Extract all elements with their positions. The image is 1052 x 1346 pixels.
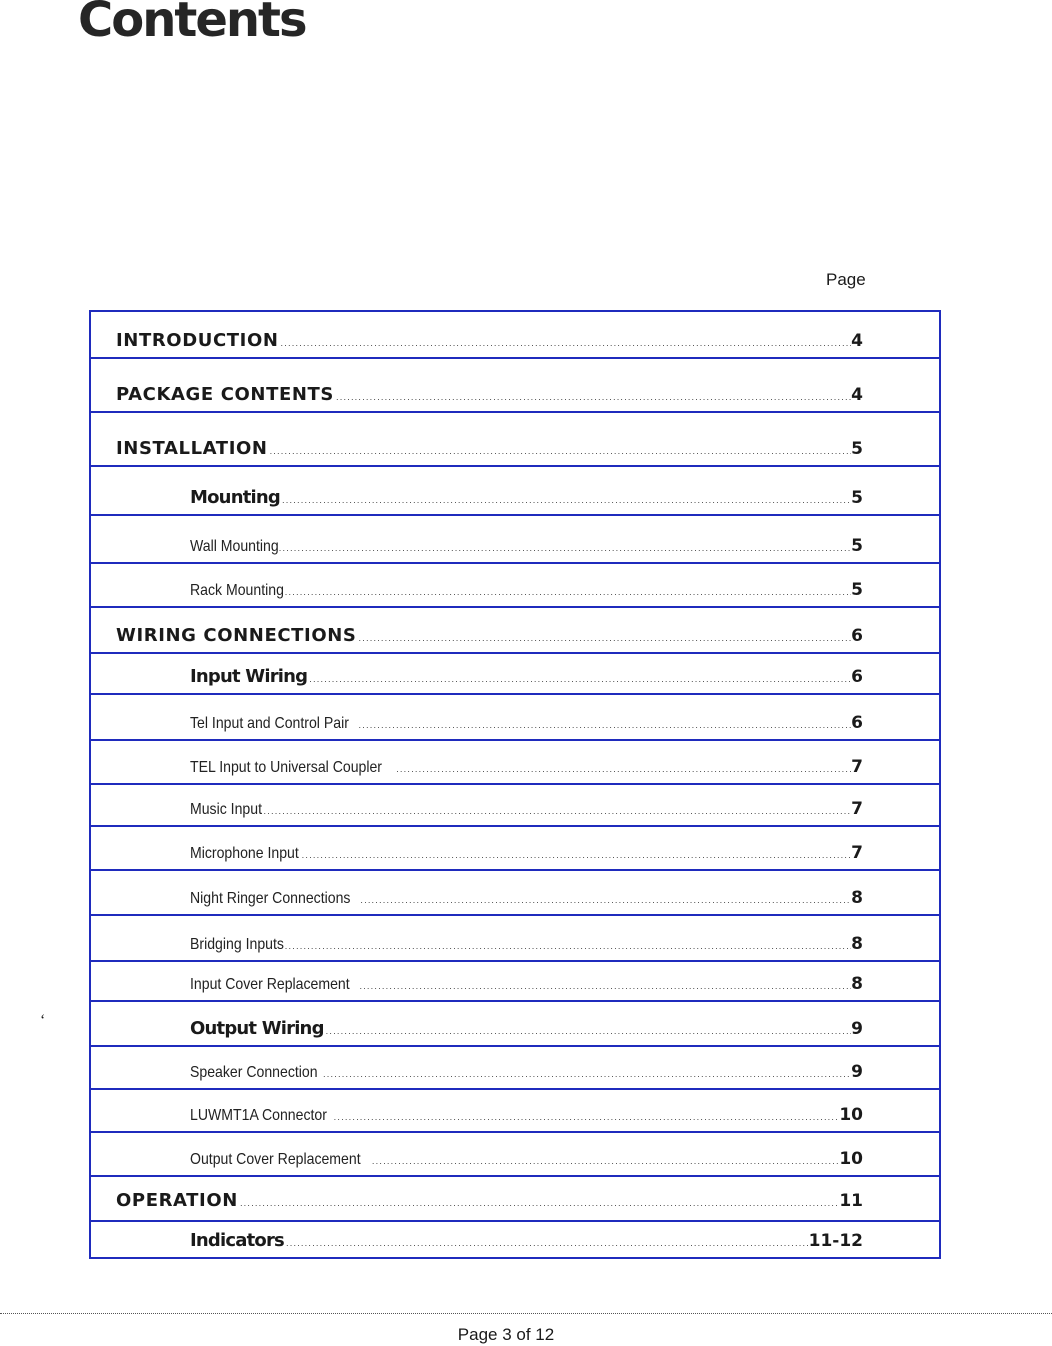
toc-row: [91, 783, 939, 825]
toc-entry-label: Input Wiring: [190, 666, 308, 687]
toc-entry-label: TEL Input to Universal Coupler: [190, 759, 383, 776]
toc-entry-mounting[interactable]: [190, 487, 863, 508]
toc-row: [91, 562, 939, 606]
toc-entry-tel-input-universal-coupler[interactable]: [190, 757, 863, 777]
toc-entry-installation[interactable]: [116, 438, 863, 459]
toc-entry-label: Output Cover Replacement: [190, 1151, 361, 1168]
toc-entry-page: 7: [851, 843, 863, 863]
toc-entry-page: 6: [851, 667, 863, 687]
dot-leader: [240, 1199, 839, 1208]
toc-entry-label: INSTALLATION: [116, 438, 268, 459]
footer-page-number: Page 3 of 12: [457, 1325, 555, 1344]
toc-entry-page: 8: [851, 888, 863, 908]
toc-entry-page: 6: [851, 626, 863, 646]
toc-row: [91, 312, 939, 357]
toc-row: [91, 1220, 939, 1257]
toc-entry-label: Bridging Inputs: [190, 936, 284, 953]
toc-entry-label: Wall Mounting: [190, 538, 279, 555]
toc-row: [91, 869, 939, 914]
toc-entry-label: Microphone Input: [190, 845, 299, 862]
toc-entry-wall-mounting[interactable]: [190, 536, 863, 556]
toc-entry-page: 10: [839, 1149, 863, 1169]
toc-entry-indicators[interactable]: [190, 1230, 863, 1251]
toc-entry-tel-input-control-pair[interactable]: [190, 713, 863, 733]
dot-leader: [285, 588, 851, 597]
toc-row: [91, 1131, 939, 1175]
toc-entry-label: LUWMT1A Connector: [190, 1107, 327, 1124]
toc-entry-page: 11: [839, 1191, 863, 1211]
dot-leader: [360, 896, 851, 905]
footer-divider: [0, 1313, 1052, 1314]
dot-leader: [323, 1070, 851, 1079]
toc-entry-page: 5: [851, 488, 863, 508]
toc-row: [91, 1088, 939, 1131]
toc-entry-label: WIRING CONNECTIONS: [116, 625, 357, 646]
dot-leader: [336, 393, 851, 402]
toc-table: [89, 310, 941, 1259]
dot-leader: [326, 1027, 851, 1036]
dot-leader: [281, 339, 852, 348]
toc-entry-page: 4: [851, 331, 863, 351]
toc-entry-page: 10: [839, 1105, 863, 1125]
toc-entry-luwmt1a-connector[interactable]: [190, 1105, 863, 1125]
toc-entry-output-cover-replacement[interactable]: [190, 1149, 863, 1169]
toc-row: [91, 465, 939, 514]
toc-entry-page: 8: [851, 974, 863, 994]
toc-entry-page: 7: [851, 799, 863, 819]
toc-entry-label: PACKAGE CONTENTS: [116, 384, 334, 405]
dot-leader: [309, 675, 851, 684]
toc-entry-label: INTRODUCTION: [116, 330, 279, 351]
toc-entry-speaker-connection[interactable]: [190, 1062, 863, 1082]
toc-entry-label: Rack Mounting: [190, 582, 284, 599]
toc-row: [91, 960, 939, 1000]
toc-entry-label: Indicators: [190, 1230, 284, 1251]
toc-entry-page: 11-12: [808, 1231, 863, 1251]
toc-entry-output-wiring[interactable]: [190, 1018, 863, 1039]
dot-leader: [372, 1157, 839, 1166]
toc-entry-input-wiring[interactable]: [190, 666, 863, 687]
toc-entry-introduction[interactable]: [116, 330, 863, 351]
toc-entry-page: 9: [851, 1019, 863, 1039]
dot-leader: [285, 942, 851, 951]
toc-row: [91, 514, 939, 562]
toc-entry-label: Mounting: [190, 487, 280, 508]
toc-entry-page: 7: [851, 757, 863, 777]
toc-entry-page: 9: [851, 1062, 863, 1082]
toc-entry-input-cover-replacement[interactable]: [190, 974, 863, 994]
stray-quote-mark: ‘: [40, 1012, 46, 1029]
toc-row: [91, 652, 939, 693]
toc-entry-page: 8: [851, 934, 863, 954]
toc-row: [91, 739, 939, 783]
toc-entry-microphone-input[interactable]: [190, 843, 863, 863]
toc-row: [91, 825, 939, 869]
toc-row: [91, 1175, 939, 1220]
page-column-label: Page: [826, 270, 866, 289]
dot-leader: [260, 807, 851, 816]
toc-row: [91, 411, 939, 465]
toc-entry-page: 6: [851, 713, 863, 733]
toc-entry-label: Night Ringer Connections: [190, 890, 351, 907]
dot-leader: [270, 447, 852, 456]
toc-entry-night-ringer-connections[interactable]: [190, 888, 863, 908]
toc-entry-page: 5: [851, 536, 863, 556]
dot-leader: [359, 721, 852, 730]
toc-entry-wiring-connections[interactable]: [116, 625, 863, 646]
dot-leader: [279, 544, 851, 553]
toc-entry-bridging-inputs[interactable]: [190, 934, 863, 954]
toc-row: [91, 606, 939, 652]
toc-entry-rack-mounting[interactable]: [190, 580, 863, 600]
toc-entry-label: Tel Input and Control Pair: [190, 715, 349, 732]
dot-leader: [282, 496, 851, 505]
toc-row: [91, 357, 939, 411]
toc-entry-page: 4: [851, 385, 863, 405]
toc-entry-music-input[interactable]: [190, 799, 863, 819]
toc-entry-label: Input Cover Replacement: [190, 976, 350, 993]
toc-entry-label: Music Input: [190, 801, 262, 818]
toc-entry-operation[interactable]: [116, 1190, 863, 1211]
dot-leader: [302, 851, 852, 860]
dot-leader: [359, 982, 851, 991]
toc-entry-label: Output Wiring: [190, 1018, 324, 1039]
dot-leader: [358, 634, 851, 643]
toc-entry-package-contents[interactable]: [116, 384, 863, 405]
toc-entry-page: 5: [851, 580, 863, 600]
dot-leader: [286, 1239, 809, 1248]
toc-entry-label: OPERATION: [116, 1190, 238, 1211]
toc-row: [91, 1000, 939, 1045]
toc-row: [91, 914, 939, 960]
page-title: Contents: [78, 0, 306, 48]
toc-row: [91, 1045, 939, 1088]
toc-entry-label: Speaker Connection: [190, 1064, 318, 1081]
toc-entry-page: 5: [851, 439, 863, 459]
dot-leader: [334, 1113, 840, 1122]
dot-leader: [396, 765, 851, 774]
toc-row: [91, 693, 939, 739]
